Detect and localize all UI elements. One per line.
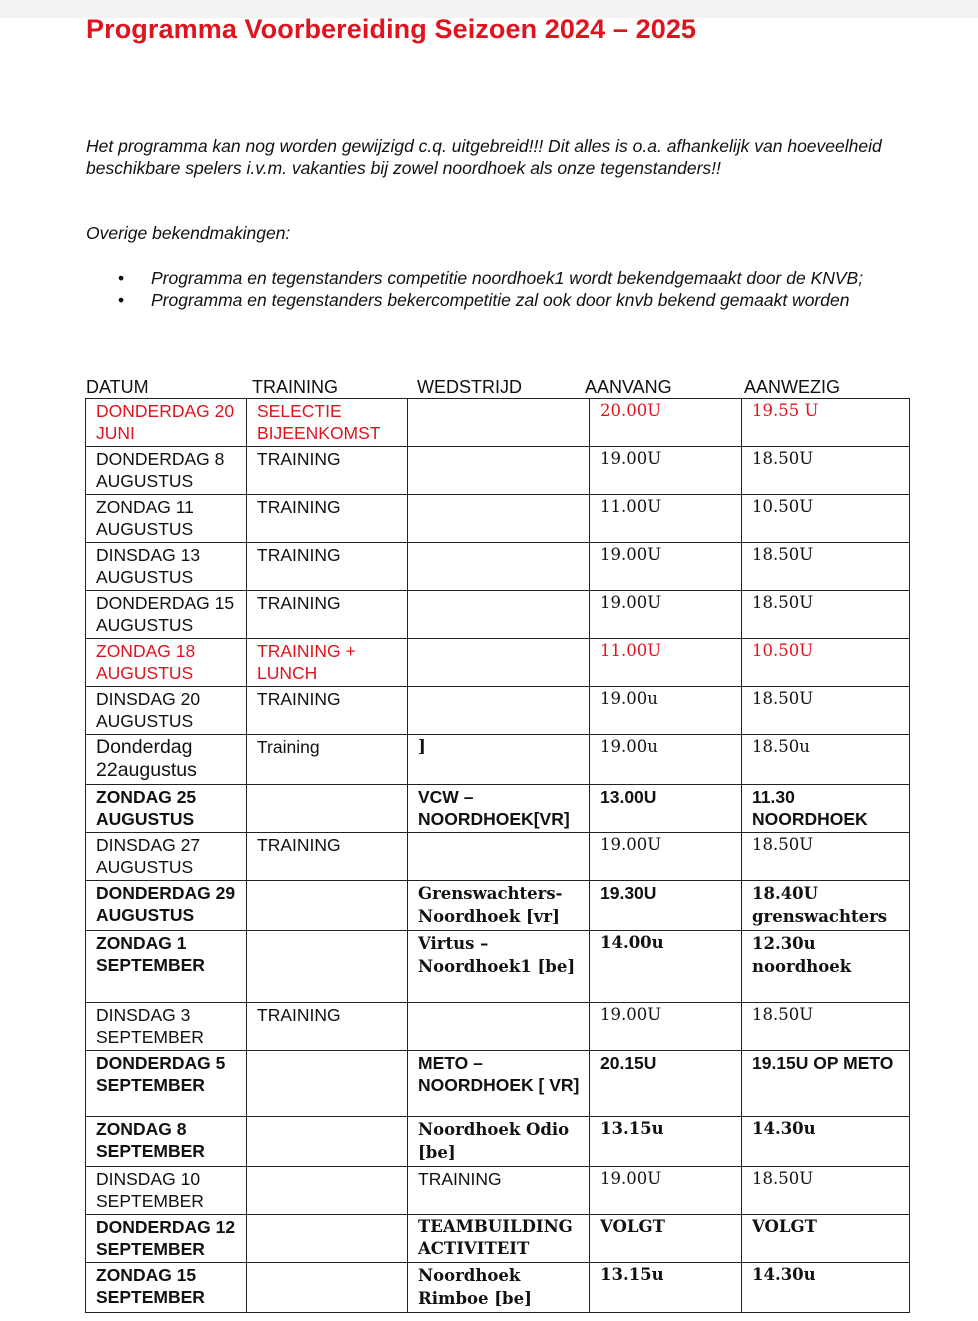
cell-wedstrijd	[408, 495, 590, 543]
cell-datum: DONDERDAG 5 SEPTEMBER	[86, 1051, 247, 1117]
cell-aanwezig: VOLGT	[742, 1215, 910, 1263]
cell-datum: DINSDAG 13 AUGUSTUS	[86, 543, 247, 591]
cell-wedstrijd: ]	[408, 735, 590, 785]
table-row	[86, 639, 910, 687]
announcement-item	[110, 289, 870, 311]
cell-training: TRAINING	[247, 591, 408, 639]
bullet-icon: •	[118, 290, 125, 310]
cell-aanwezig: 14.30u	[742, 1117, 910, 1167]
cell-aanvang: 19.00U	[590, 447, 742, 495]
cell-aanwezig: 11.30 NOORDHOEK	[742, 785, 910, 833]
cell-datum: ZONDAG 11 AUGUSTUS	[86, 495, 247, 543]
cell-aanvang: 20.00U	[590, 399, 742, 447]
cell-aanvang: 11.00U	[590, 639, 742, 687]
cell-aanwezig: 18.50U	[742, 833, 910, 881]
cell-training: SELECTIE BIJEENKOMST	[247, 399, 408, 447]
table-row	[86, 881, 910, 931]
table-row	[86, 543, 910, 591]
cell-aanvang: 19.00U	[590, 543, 742, 591]
cell-training: TRAINING	[247, 447, 408, 495]
cell-wedstrijd	[408, 591, 590, 639]
cell-wedstrijd	[408, 543, 590, 591]
cell-aanvang: 11.00U	[590, 495, 742, 543]
cell-training	[247, 785, 408, 833]
cell-datum: DINSDAG 27 AUGUSTUS	[86, 833, 247, 881]
cell-training	[247, 1167, 408, 1215]
cell-training: TRAINING	[247, 543, 408, 591]
cell-wedstrijd	[408, 399, 590, 447]
cell-training: TRAINING + LUNCH	[247, 639, 408, 687]
table-row	[86, 931, 910, 1003]
cell-datum: DONDERDAG 12 SEPTEMBER	[86, 1215, 247, 1263]
cell-wedstrijd	[408, 833, 590, 881]
cell-training: TRAINING	[247, 1003, 408, 1051]
table-row	[86, 1003, 910, 1051]
cell-aanvang: 13.15u	[590, 1117, 742, 1167]
column-header-aanvang: AANVANG	[585, 377, 672, 397]
cell-aanwezig: 14.30u	[742, 1263, 910, 1313]
cell-datum: DONDERDAG 15 AUGUSTUS	[86, 591, 247, 639]
table-row	[86, 785, 910, 833]
cell-wedstrijd: Noordhoek Odio [be]	[408, 1117, 590, 1167]
table-row	[86, 447, 910, 495]
table-row	[86, 591, 910, 639]
cell-aanwezig: 10.50U	[742, 639, 910, 687]
cell-aanvang: 19.00U	[590, 591, 742, 639]
cell-wedstrijd: METO – NOORDHOEK [ VR]	[408, 1051, 590, 1117]
cell-aanwezig: 18.50U	[742, 447, 910, 495]
table-row	[86, 1263, 910, 1313]
cell-aanwezig: 18.40U grenswachters	[742, 881, 910, 931]
cell-training	[247, 931, 408, 1003]
page-title: Programma Voorbereiding Seizoen 2024 – 2025	[86, 14, 697, 44]
cell-wedstrijd: Virtus – Noordhoek1 [be]	[408, 931, 590, 1003]
cell-training	[247, 1117, 408, 1167]
table-row	[86, 1117, 910, 1167]
bullet-icon: •	[118, 268, 125, 288]
cell-wedstrijd	[408, 639, 590, 687]
table-row	[86, 399, 910, 447]
cell-wedstrijd: Grenswachters- Noordhoek [vr]	[408, 881, 590, 931]
column-header-datum: DATUM	[86, 377, 149, 397]
cell-aanvang: 13.00U	[590, 785, 742, 833]
announcement-text: Programma en tegenstanders bekercompetitie zal ook door knvb bekend gemaakt worden	[151, 290, 850, 310]
intro-text: Het programma kan nog worden gewijzigd c.q. uitgebreid!!! Dit alles is o.a. afhankelijk van hoeveelheid beschikbare spelers i.v.m. vakanties bij zowel noordhoek als onze tegenstanders!!	[86, 136, 882, 178]
cell-datum: ZONDAG 25 AUGUSTUS	[86, 785, 247, 833]
cell-aanvang: 19.30U	[590, 881, 742, 931]
column-header-wedstrijd: WEDSTRIJD	[417, 377, 522, 397]
cell-aanwezig: 19.15U OP METO	[742, 1051, 910, 1117]
other-announcements-heading: Overige bekendmakingen:	[86, 223, 291, 243]
table-row	[86, 735, 910, 785]
cell-aanwezig: 18.50u	[742, 735, 910, 785]
cell-datum: ZONDAG 15 SEPTEMBER	[86, 1263, 247, 1313]
cell-datum: ZONDAG 8 SEPTEMBER	[86, 1117, 247, 1167]
cell-aanvang: 20.15U	[590, 1051, 742, 1117]
column-header-training: TRAINING	[252, 377, 339, 397]
cell-wedstrijd: VCW – NOORDHOEK[VR]	[408, 785, 590, 833]
schedule-table	[85, 398, 910, 1313]
cell-datum: ZONDAG 18 AUGUSTUS	[86, 639, 247, 687]
cell-training	[247, 881, 408, 931]
cell-aanvang: 13.15u	[590, 1263, 742, 1313]
announcement-list	[110, 267, 870, 311]
cell-wedstrijd	[408, 1003, 590, 1051]
cell-aanvang: 19.00U	[590, 1003, 742, 1051]
announcement-item	[110, 267, 870, 289]
cell-datum: DINSDAG 20 AUGUSTUS	[86, 687, 247, 735]
column-header-aanwezig: AANWEZIG	[744, 377, 841, 397]
cell-aanvang: 19.00u	[590, 687, 742, 735]
cell-aanvang: 14.00u	[590, 931, 742, 1003]
table-row	[86, 687, 910, 735]
announcement-text: Programma en tegenstanders competitie noordhoek1 wordt bekendgemaakt door de KNVB;	[151, 268, 864, 288]
cell-aanwezig: 18.50U	[742, 687, 910, 735]
cell-datum: DONDERDAG 8 AUGUSTUS	[86, 447, 247, 495]
cell-datum: DONDERDAG 29 AUGUSTUS	[86, 881, 247, 931]
cell-training: Training	[247, 735, 408, 785]
table-row	[86, 1167, 910, 1215]
cell-aanwezig: 10.50U	[742, 495, 910, 543]
table-row	[86, 1051, 910, 1117]
cell-aanvang: VOLGT	[590, 1215, 742, 1263]
cell-wedstrijd	[408, 447, 590, 495]
cell-datum: ZONDAG 1 SEPTEMBER	[86, 931, 247, 1003]
cell-wedstrijd	[408, 687, 590, 735]
cell-wedstrijd: Noordhoek Rimboe [be]	[408, 1263, 590, 1313]
cell-aanwezig: 12.30u noordhoek	[742, 931, 910, 1003]
cell-aanwezig: 19.55 U	[742, 399, 910, 447]
cell-training	[247, 1215, 408, 1263]
cell-datum: Donderdag 22augustus	[86, 735, 247, 785]
cell-datum: DINSDAG 3 SEPTEMBER	[86, 1003, 247, 1051]
cell-aanwezig: 18.50U	[742, 591, 910, 639]
cell-datum: DINSDAG 10 SEPTEMBER	[86, 1167, 247, 1215]
cell-training: TRAINING	[247, 495, 408, 543]
cell-aanwezig: 18.50U	[742, 1167, 910, 1215]
table-row	[86, 1215, 910, 1263]
cell-datum: DONDERDAG 20 JUNI	[86, 399, 247, 447]
cell-training: TRAINING	[247, 687, 408, 735]
cell-aanvang: 19.00U	[590, 1167, 742, 1215]
cell-aanwezig: 18.50U	[742, 1003, 910, 1051]
cell-training	[247, 1263, 408, 1313]
cell-aanvang: 19.00u	[590, 735, 742, 785]
table-row	[86, 833, 910, 881]
cell-aanwezig: 18.50U	[742, 543, 910, 591]
table-row	[86, 495, 910, 543]
cell-wedstrijd: TEAMBUILDING ACTIVITEIT	[408, 1215, 590, 1263]
cell-training	[247, 1051, 408, 1117]
cell-aanvang: 19.00U	[590, 833, 742, 881]
cell-training: TRAINING	[247, 833, 408, 881]
cell-wedstrijd: TRAINING	[408, 1167, 590, 1215]
